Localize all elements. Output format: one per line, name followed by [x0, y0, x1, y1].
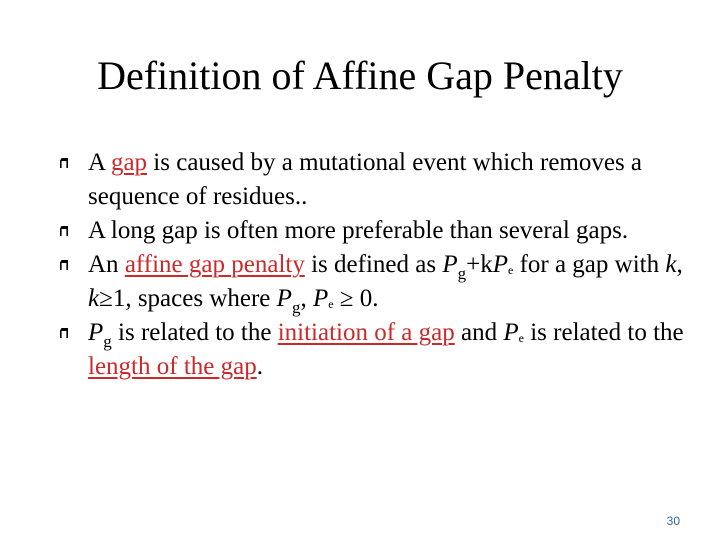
bullet-text: , [676, 251, 683, 278]
bullet-text: ≥1, spaces where [99, 285, 277, 312]
term-initiation-link[interactable]: initiation of a gap [277, 319, 455, 346]
formula-subscript: g [103, 332, 112, 351]
square-bullet-icon [60, 260, 68, 270]
page-number: 30 [666, 514, 680, 528]
bullet-text: is related to the [523, 319, 684, 346]
bullet-list [60, 146, 700, 384]
formula-symbol: P [442, 251, 458, 278]
formula-subscript: g [457, 264, 467, 283]
slide-title: Definition of Affine Gap Penalty [97, 53, 623, 98]
formula-symbol: P [88, 319, 104, 346]
formula-symbol: P [503, 319, 519, 346]
formula-subscript: e [328, 297, 334, 311]
formula-symbol: k [88, 285, 100, 312]
square-bullet-icon [60, 226, 68, 236]
formula-symbol: P [312, 285, 329, 312]
bullet-text: , [300, 285, 313, 312]
bullet-text: . [256, 353, 263, 380]
term-length-link[interactable]: length of the gap [88, 353, 257, 380]
bullet-text: ≥ 0. [333, 285, 379, 312]
bullet-text: is caused by a mutational event which removes a sequence of residues.. [88, 149, 643, 210]
bullet-text: A [88, 149, 111, 176]
formula-symbol: P [492, 251, 508, 278]
bullet-text: A long gap is often more preferable than several gaps. [88, 217, 629, 244]
bullet-item-pg-pe-relation [60, 316, 700, 384]
term-gap-link[interactable]: gap [110, 149, 148, 176]
term-affine-gap-penalty-link[interactable]: affine gap penalty [124, 251, 305, 278]
square-bullet-icon [60, 158, 68, 168]
bullet-text: is related to the [111, 319, 278, 346]
bullet-item-affine-definition [60, 248, 700, 316]
bullet-text: An [88, 251, 125, 278]
formula-symbol: k [665, 251, 677, 278]
formula-subscript: g [291, 298, 301, 317]
formula-text: +k [466, 251, 493, 278]
square-bullet-icon [60, 328, 68, 338]
bullet-item-long-gap [60, 214, 700, 248]
formula-symbol: P [276, 285, 292, 312]
bullet-item-gap-definition [60, 146, 700, 214]
bullet-text: for a gap with [513, 251, 666, 278]
bullet-text: and [454, 319, 504, 346]
formula-subscript: e [518, 331, 524, 345]
formula-subscript: e [507, 263, 514, 277]
bullet-text: is defined as [304, 251, 443, 278]
